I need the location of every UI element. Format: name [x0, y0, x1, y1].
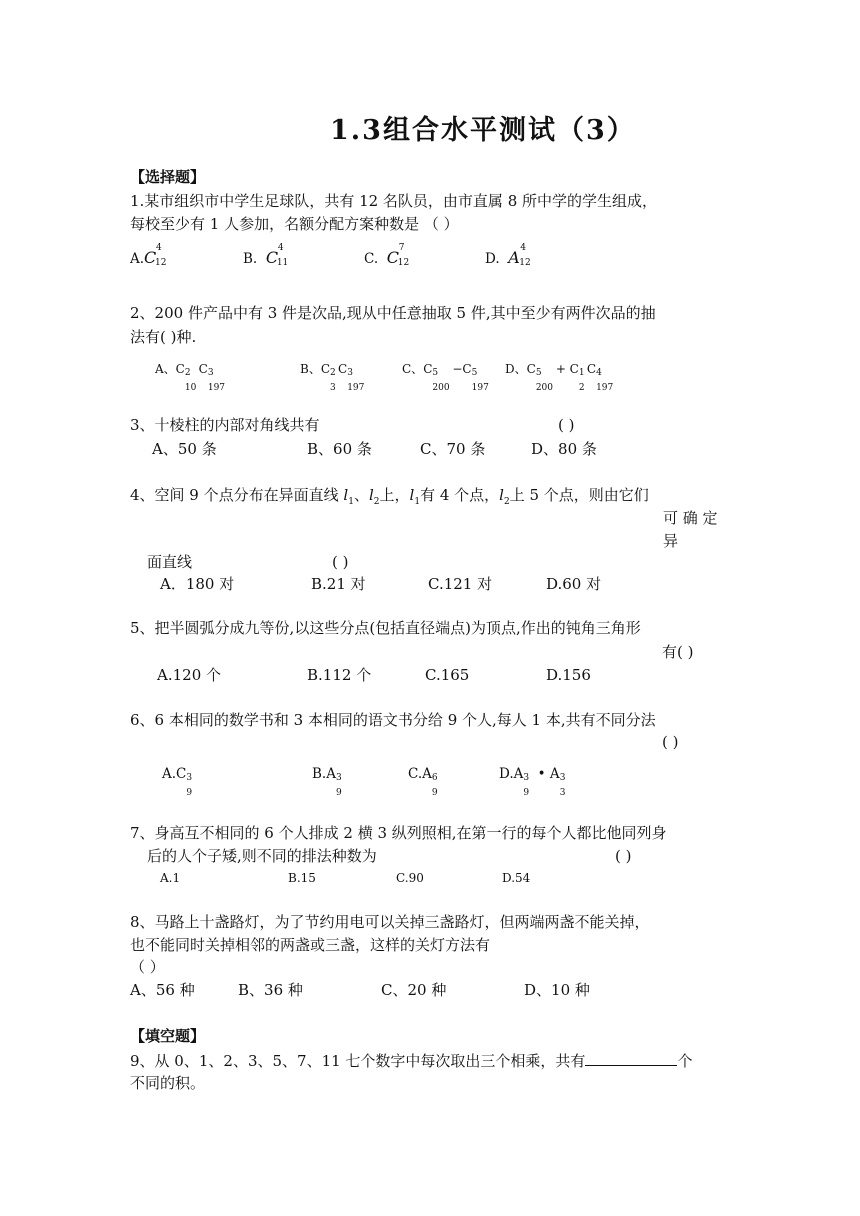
answer-blank[interactable] — [585, 1049, 677, 1066]
question-6-option-c: C.A 6 9 — [408, 766, 438, 798]
question-1-option-d: D. A 4 12 — [485, 243, 531, 268]
question-5-line2: 有( ) — [662, 643, 694, 661]
question-8-option-c: C、20 种 — [381, 981, 447, 999]
section-heading-fill: 【填空题】 — [130, 1027, 206, 1045]
question-4-answer-paren: ( ) — [332, 553, 349, 571]
question-6-option-a: A.C 3 9 — [162, 766, 193, 798]
question-8-option-d: D、10 种 — [524, 981, 590, 999]
question-2-option-b: B、C 2 3 C 3 197 — [300, 362, 365, 393]
section-heading-choice: 【选择题】 — [130, 168, 206, 186]
question-5-option-b: B.112 个 — [307, 666, 372, 684]
question-8-option-a: A、56 种 — [130, 981, 195, 999]
question-2-option-c: C、C 5 200 −C 5 197 — [402, 362, 489, 393]
question-4-option-d: D.60 对 — [546, 575, 602, 593]
question-5-option-d: D.156 — [546, 666, 591, 684]
question-7-answer-paren: ( ) — [615, 847, 632, 865]
question-7-line1: 7、身高互不相同的 6 个人排成 2 横 3 纵列照相,在第一行的每个人都比他同列身 — [130, 824, 667, 842]
question-5-line1: 5、把半圆弧分成九等份,以这些分点(包括直径端点)为顶点,作出的钝角三角形 — [130, 619, 641, 637]
question-8-option-b: B、36 种 — [238, 981, 303, 999]
question-8-line2: 也不能同时关掉相邻的两盏或三盏，这样的关灯方法有 — [130, 936, 491, 954]
question-8-line1: 8、马路上十盏路灯，为了节约用电可以关掉三盏路灯，但两端两盏不能关掉， — [130, 913, 650, 931]
question-4-option-b: B.21 对 — [311, 575, 366, 593]
question-9-line2: 不同的积。 — [130, 1074, 206, 1092]
question-3-answer-paren: ( ) — [558, 416, 575, 434]
question-4-option-c: C.121 对 — [428, 575, 493, 593]
question-7-option-a: A.1 — [160, 871, 181, 885]
question-3-option-c: C、70 条 — [420, 440, 486, 458]
question-6-answer-paren: ( ) — [662, 733, 679, 751]
question-4-wrap2: 异 — [663, 532, 679, 550]
question-5-option-c: C.165 — [425, 666, 470, 684]
question-6-option-b: B.A 3 9 — [312, 766, 342, 798]
question-3-option-a: A、50 条 — [152, 440, 217, 458]
question-8-answer-paren: （ ） — [130, 958, 165, 976]
page-title: 1.3组合水平测试（3） — [330, 115, 636, 146]
question-7-line2: 后的人个子矮,则不同的排法种数为 — [147, 847, 377, 865]
question-2-line2: 法有( )种. — [130, 328, 197, 346]
question-2-option-d: D、C 5 200 + C 1 2 C 4 197 — [505, 362, 614, 393]
question-7-option-b: B.15 — [288, 871, 316, 885]
question-3-line1: 3、十棱柱的内部对角线共有 — [130, 416, 320, 434]
question-9-line1: 9、从 0、1、2、3、5、7、11 七个数字中每次取出三个相乘，共有 个 — [130, 1049, 692, 1072]
question-4-option-a: A．180 对 — [160, 575, 235, 593]
question-4-line1: 4、空间 9 个点分布在异面直线 $l_1$、$l_2$上，$l_1$有 4 个点，$l_2$上 5 个点，则由它们 — [130, 486, 649, 507]
question-5-option-a: A.120 个 — [157, 666, 221, 684]
question-2-line1: 2、200 件产品中有 3 件是次品,现从中任意抽取 5 件,其中至少有两件次品的抽 — [130, 304, 656, 322]
question-7-option-c: C.90 — [396, 871, 424, 885]
question-4-line3: 面直线 — [147, 553, 193, 571]
question-1-line1: 1.某市组织市中学生足球队，共有 12 名队员，由市直属 8 所中学的学生组成， — [130, 192, 658, 210]
question-1-option-a: A.C 4 12 — [130, 243, 167, 268]
question-3-option-d: D、80 条 — [531, 440, 597, 458]
question-6-line1: 6、6 本相同的数学书和 3 本相同的语文书分给 9 个人,每人 1 本,共有不同分法 — [130, 711, 656, 729]
question-1-option-b: B. C 4 11 — [243, 243, 289, 268]
question-6-option-d: D.A 3 9 • A 3 3 — [499, 766, 566, 798]
question-2-option-a: A、C 2 10 C 3 197 — [155, 362, 226, 393]
question-4-wrap1: 可 确 定 — [663, 509, 718, 527]
question-7-option-d: D.54 — [502, 871, 531, 885]
question-1-option-c: C. C 7 12 — [364, 243, 410, 268]
question-3-option-b: B、60 条 — [307, 440, 372, 458]
question-1-line2: 每校至少有 1 人参加，名额分配方案种数是 （ ） — [130, 215, 459, 233]
